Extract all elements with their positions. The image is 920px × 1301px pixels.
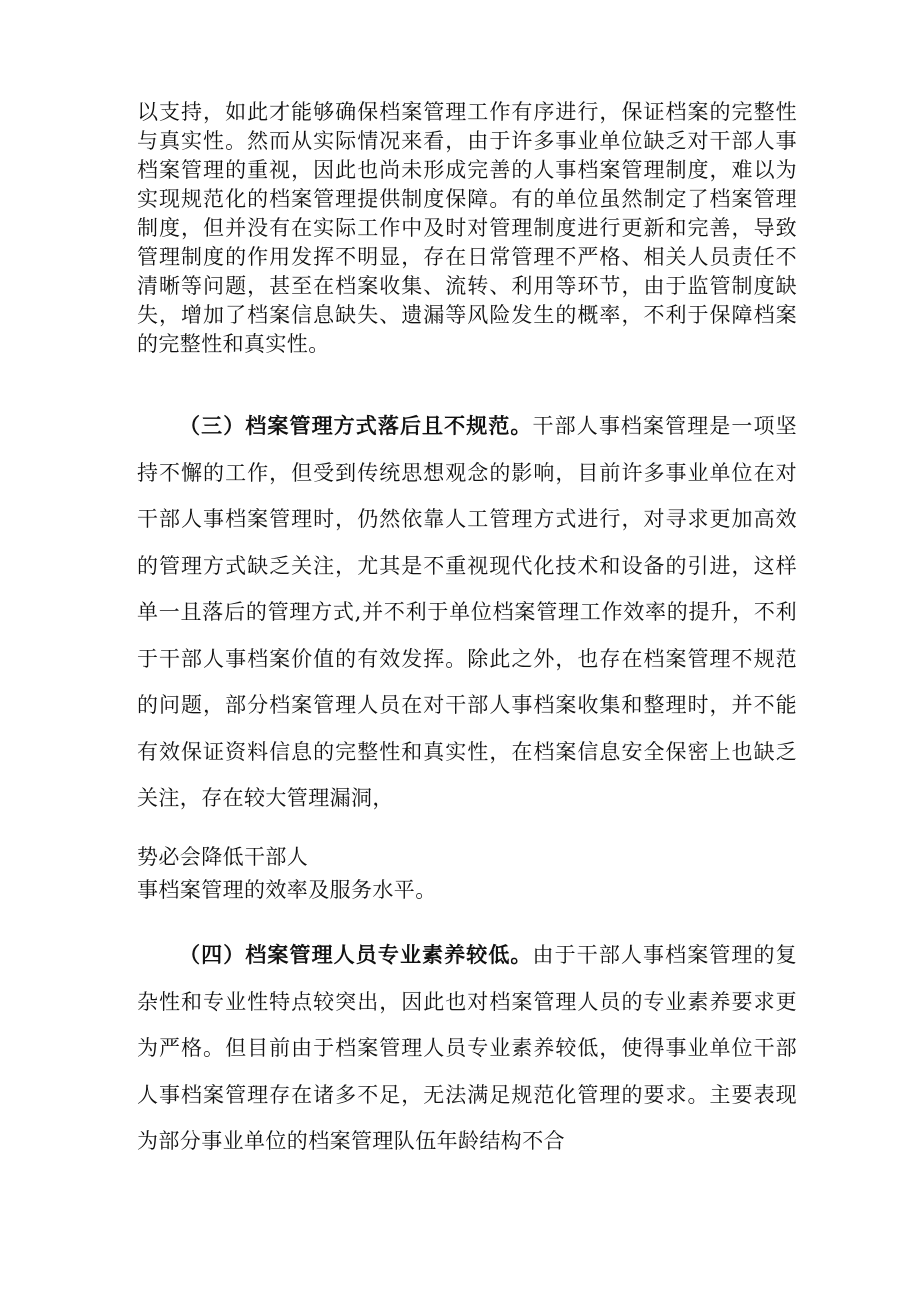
paragraph-text: 以支持，如此才能够确保档案管理工作有序进行，保证档案的完整性与真实性。然而从实际情况来看，由于许多事业单位缺乏对干部人事档案管理的重视，因此也尚未形成完善的人事档案管理制度，难以为实现规范化的档案管理提供制度保障。有的单位虽然制定了档案管理制度，但并没有在实际工作中及时对管理制度进行更新和完善，导致管理制度的作用发挥不明显，存在日常管理不严格、相关人员责任不清晰等问题，甚至在档案收集、流转、利用等环节，由于监管制度缺失，增加了档案信息缺失、遗漏等风险发生的概率，不利于保障档案的完整性和真实性。 [137, 100, 797, 356]
paragraph-text: 势必会降低干部人 [137, 845, 309, 869]
paragraph-management-method [137, 403, 797, 822]
paragraph-staff-quality [137, 932, 797, 1165]
section-heading-3: （三）档案管理方式落后且不规范。 [179, 414, 533, 438]
paragraph-continuation-line-2 [137, 873, 797, 907]
paragraph-text: 事档案管理的效率及服务水平。 [137, 878, 437, 902]
paragraph-institution-system [137, 98, 797, 359]
section-heading-4: （四）档案管理人员专业素养较低。 [179, 943, 533, 967]
paragraph-continuation-line-1 [137, 840, 797, 874]
paragraph-text: 干部人事档案管理是一项坚持不懈的工作，但受到传统思想观念的影响，目前许多事业单位在对干部人事档案管理时，仍然依靠人工管理方式进行，对寻求更加高效的管理方式缺乏关注，尤其是不重视现代化技术和设备的引进，这样单一且落后的管理方式,并不利于单位档案管理工作效率的提升，不利于干部人事档案价值的有效发挥。除此之外，也存在档案管理不规范的问题，部分档案管理人员在对干部人事档案收集和整理时，并不能有效保证资料信息的完整性和真实性，在档案信息安全保密上也缺乏关注，存在较大管理漏洞， [137, 414, 797, 810]
paragraph-text: 由于干部人事档案管理的复杂性和专业性特点较突出，因此也对档案管理人员的专业素养要求更为严格。但目前由于档案管理人员专业素养较低，使得事业单位干部人事档案管理存在诸多不足，无法满足规范化管理的要求。主要表现为部分事业单位的档案管理队伍年龄结构不合 [137, 943, 797, 1153]
